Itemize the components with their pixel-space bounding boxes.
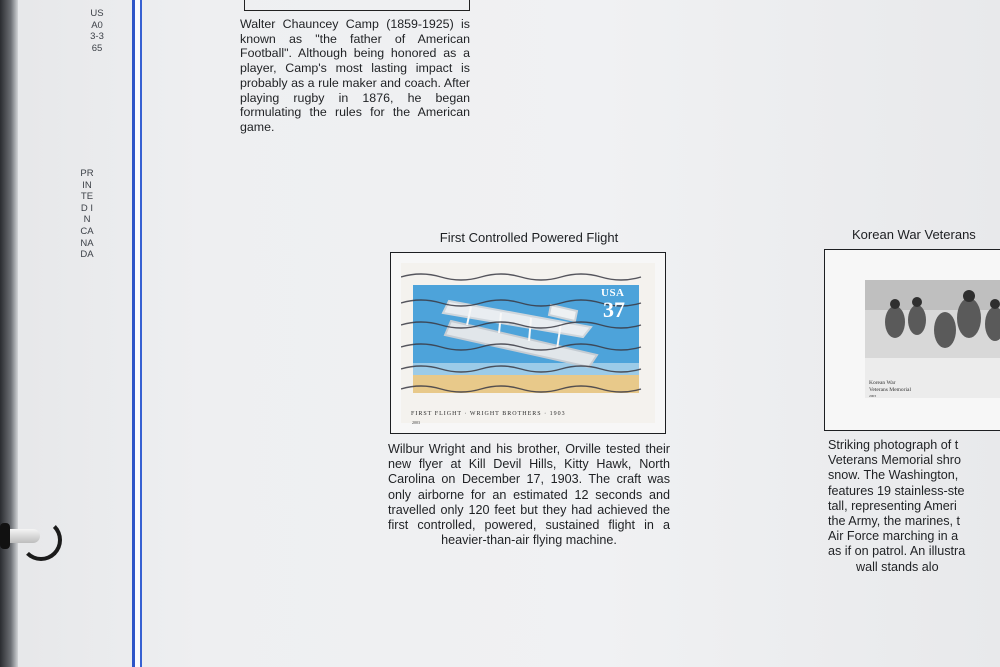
binder-edge [0, 0, 18, 667]
binder-peg-shadow [0, 523, 10, 549]
wright-stamp [401, 263, 655, 423]
wright-stamp-title: First Controlled Powered Flight [439, 230, 619, 245]
korean-stamp-caption-1: Korean War [869, 380, 896, 386]
wright-description: Wilbur Wright and his brother, Orville tested their new flyer at Kill Devil Hills, Kitty Hawk, North Carolina on December 17, 1903. The craft was only airborne for an estimated 12 seconds and travelled only 120 feet but they had achieved the first controlled, powered, sustained flight in a heavier-than-air flying machine. [388, 442, 670, 548]
korean-stamp [865, 280, 1000, 398]
stamp-denomination: 37 [603, 297, 625, 322]
korean-stamp-mount [824, 249, 1000, 431]
stamp-year: 2003 [412, 420, 420, 425]
binder-ring-loop [20, 519, 62, 561]
korean-description: Striking photograph of t Veterans Memorial shro snow. The Washington, features 19 stainless-ste tall, representing Ameri the Army, the marines, t Air Force marching in a as if on patrol. An illustra wall stands alo [828, 438, 966, 574]
korean-stamp-caption-2: Veterans Memorial [869, 387, 911, 393]
binder-ring [0, 515, 70, 559]
page-code-vertical: USA03-365 [90, 8, 104, 54]
printed-in-canada-vertical: PRINTED IN CANADA [80, 168, 94, 261]
stamp-country-label: USA [601, 287, 625, 299]
margin-line-inner [140, 0, 142, 667]
korean-stamp-year: 2003 [869, 394, 876, 398]
camp-description: Walter Chauncey Camp (1859-1925) is known as "the father of American Football". Although being honored as a player, Camp's most lasting impact is probably as a rule maker and coach. After playing rugby in 1876, he began formulating the rules for the American game. [240, 17, 470, 134]
korean-stamp-title: Korean War Veterans [852, 227, 976, 242]
wright-stamp-mount [390, 252, 666, 434]
camp-stamp-frame [244, 0, 470, 11]
stamp-caption: FIRST FLIGHT · WRIGHT BROTHERS · 1903 [411, 411, 566, 417]
